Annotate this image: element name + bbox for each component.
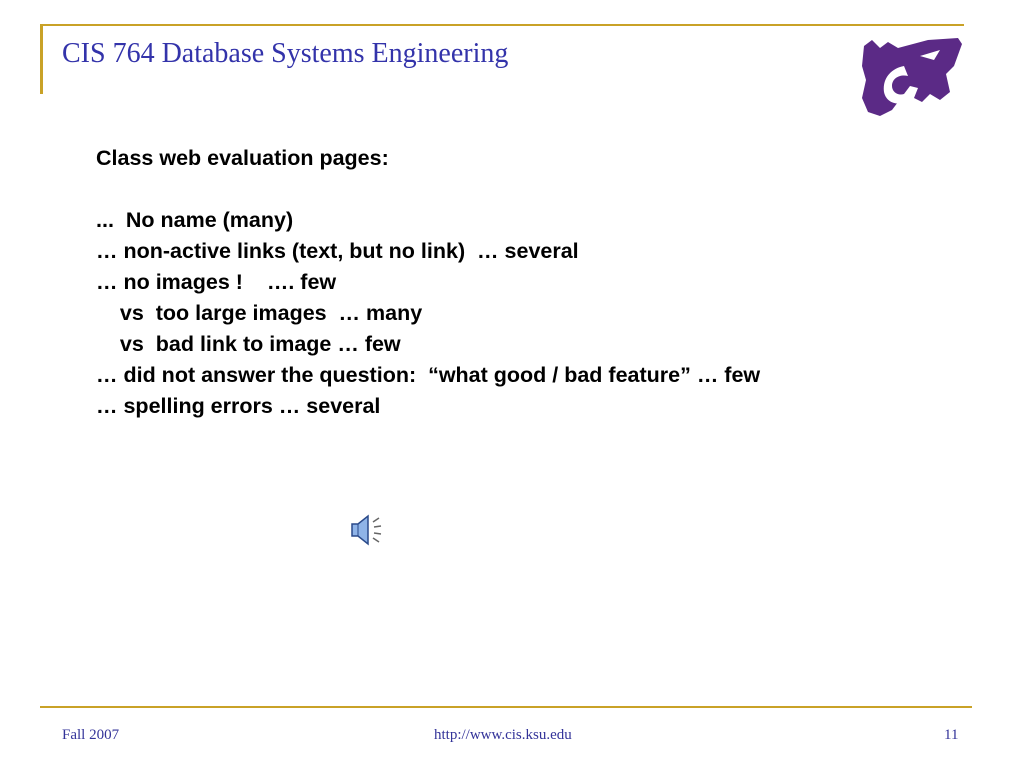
- speaker-icon[interactable]: [346, 510, 386, 550]
- slide-number: 11: [944, 727, 959, 743]
- footer-line: [40, 706, 972, 708]
- content-line: … non-active links (text, but no link) … several: [96, 239, 579, 263]
- header-frame-left-line: [40, 24, 43, 94]
- content-line: ... No name (many): [96, 208, 294, 232]
- slide-content: [96, 143, 760, 422]
- wildcat-logo-icon: [858, 36, 966, 118]
- footer-url[interactable]: http://www.cis.ksu.edu: [434, 727, 572, 743]
- content-line: … did not answer the question: “what good / bad feature” … few: [96, 363, 761, 387]
- content-line: vs too large images … many: [96, 301, 423, 325]
- content-line: vs bad link to image … few: [96, 332, 401, 356]
- content-line: … spelling errors … several: [96, 394, 381, 418]
- content-heading: Class web evaluation pages:: [96, 146, 389, 170]
- content-line: … no images ! …. few: [96, 270, 337, 294]
- course-title: CIS 764 Database Systems Engineering: [62, 38, 509, 69]
- header-frame-line: [40, 24, 964, 26]
- footer-date: Fall 2007: [62, 727, 120, 743]
